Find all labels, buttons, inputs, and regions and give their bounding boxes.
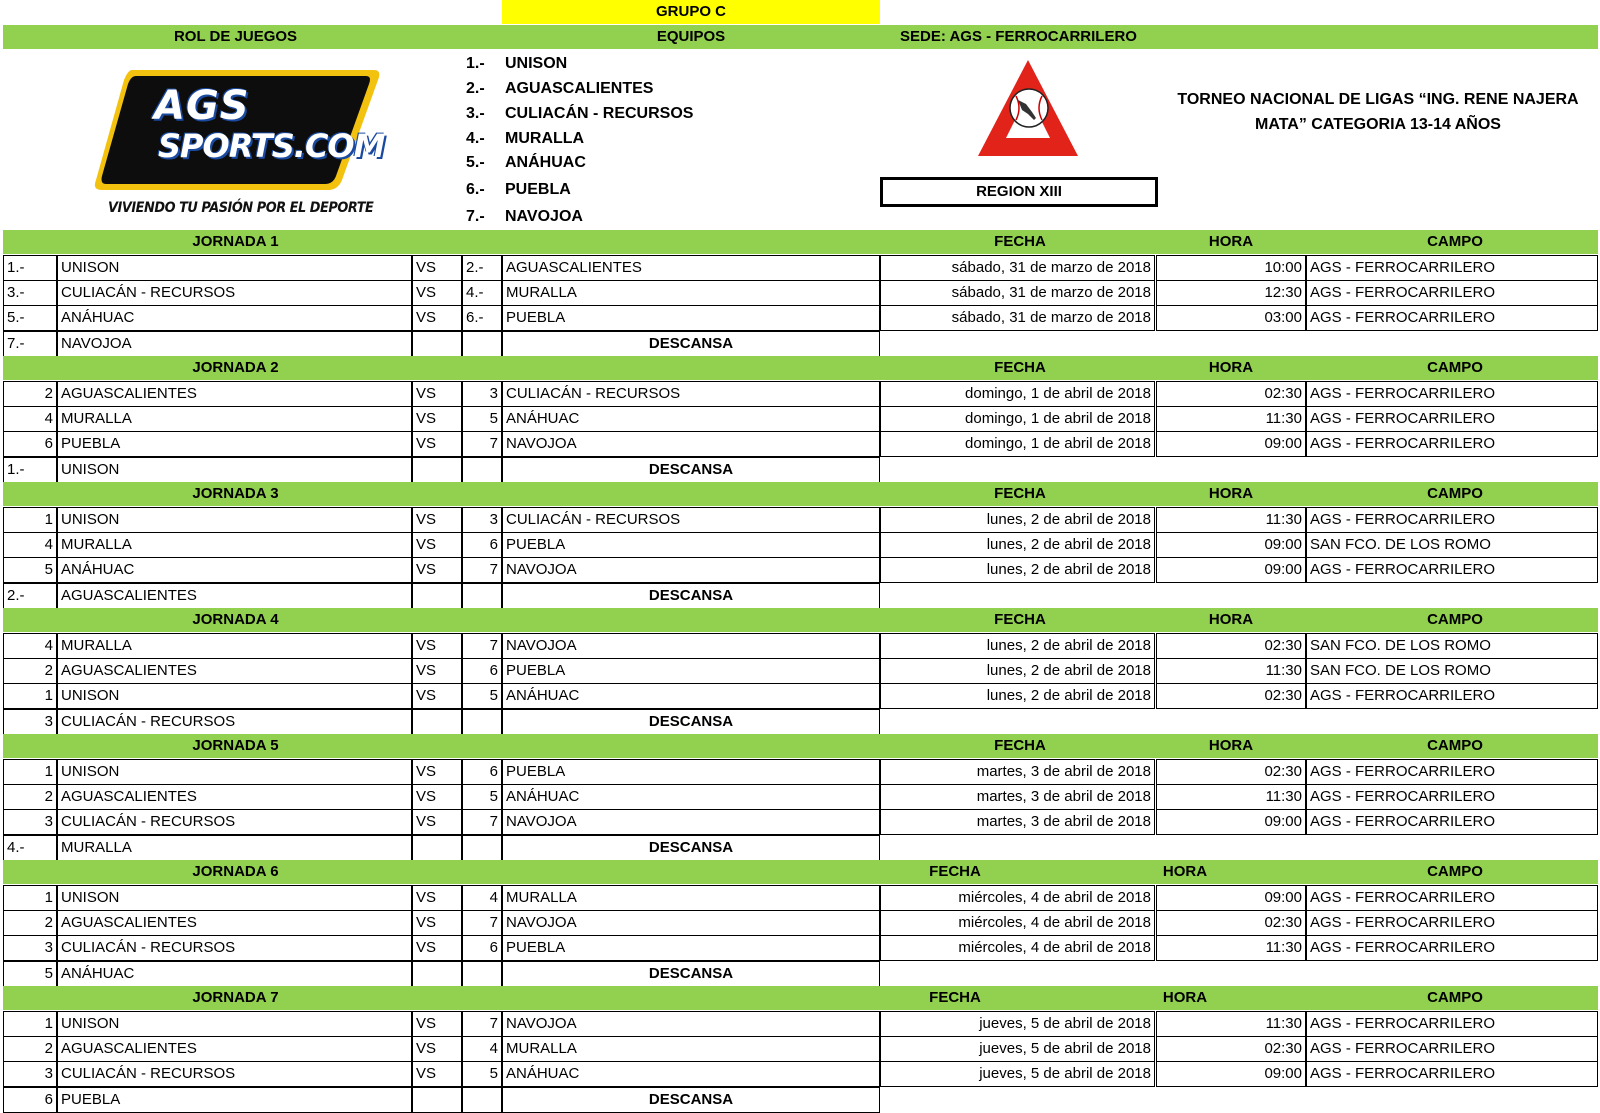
fecha-header: FECHA	[994, 737, 1046, 754]
game-time: 11:30	[1156, 935, 1306, 961]
home-team: MURALLA	[57, 406, 412, 432]
game-field: AGS - FERROCARRILERO	[1306, 759, 1598, 785]
descansa-label: DESCANSA	[502, 835, 880, 861]
away-seed: 7	[462, 557, 502, 583]
rest-empty-cell	[462, 961, 502, 987]
rest-team: UNISON	[57, 457, 412, 483]
home-seed: 2	[3, 784, 57, 810]
game-time: 11:30	[1156, 784, 1306, 810]
game-date: miércoles, 4 de abril de 2018	[880, 885, 1155, 911]
game-field: AGS - FERROCARRILERO	[1306, 683, 1598, 709]
vs-label: VS	[412, 1011, 462, 1037]
away-team: NAVOJOA	[502, 910, 880, 936]
jornada-title: JORNADA 7	[192, 989, 279, 1006]
game-time: 11:30	[1156, 406, 1306, 432]
vs-label: VS	[412, 507, 462, 533]
league-logo	[976, 58, 1080, 160]
game-date: martes, 3 de abril de 2018	[880, 784, 1155, 810]
rest-team: ANÁHUAC	[57, 961, 412, 987]
team-name: MURALLA	[505, 130, 585, 147]
game-date: lunes, 2 de abril de 2018	[880, 507, 1155, 533]
home-seed: 4	[3, 406, 57, 432]
vs-label: VS	[412, 1036, 462, 1062]
game-date: domingo, 1 de abril de 2018	[880, 381, 1155, 407]
game-field: AGS - FERROCARRILERO	[1306, 406, 1598, 432]
descansa-label: DESCANSA	[502, 457, 880, 483]
logo-line1: AGS	[154, 83, 250, 129]
vs-label: VS	[412, 532, 462, 558]
game-date: martes, 3 de abril de 2018	[880, 809, 1155, 835]
game-field: AGS - FERROCARRILERO	[1306, 809, 1598, 835]
tournament-title-2: MATA” CATEGORIA 13-14 AÑOS	[1255, 116, 1501, 133]
equipos-label: EQUIPOS	[656, 28, 726, 45]
rest-empty-cell	[412, 709, 462, 735]
fecha-header: FECHA	[994, 485, 1046, 502]
game-time: 02:30	[1156, 381, 1306, 407]
home-team: UNISON	[57, 683, 412, 709]
team-number: 2.-	[466, 80, 485, 97]
away-team: PUEBLA	[502, 935, 880, 961]
game-field: AGS - FERROCARRILERO	[1306, 431, 1598, 457]
game-field: AGS - FERROCARRILERO	[1306, 1036, 1598, 1062]
away-team: PUEBLA	[502, 532, 880, 558]
fecha-header: FECHA	[994, 359, 1046, 376]
away-seed: 5	[462, 406, 502, 432]
region-box: REGION XIII	[880, 177, 1158, 207]
game-field: AGS - FERROCARRILERO	[1306, 557, 1598, 583]
away-seed: 7	[462, 431, 502, 457]
game-date: lunes, 2 de abril de 2018	[880, 633, 1155, 659]
rest-empty-cell	[412, 1087, 462, 1113]
away-seed: 3	[462, 381, 502, 407]
league-triangle-icon	[976, 58, 1080, 160]
vs-label: VS	[412, 406, 462, 432]
team-name: CULIACÁN - RECURSOS	[505, 105, 694, 122]
vs-label: VS	[412, 633, 462, 659]
game-date: domingo, 1 de abril de 2018	[880, 406, 1155, 432]
game-time: 10:00	[1156, 255, 1306, 281]
game-date: sábado, 31 de marzo de 2018	[880, 305, 1155, 331]
hora-header: HORA	[1208, 611, 1254, 628]
team-number: 3.-	[466, 105, 485, 122]
away-seed: 5	[462, 784, 502, 810]
jornada-title: JORNADA 4	[192, 611, 279, 628]
home-team: CULIACÁN - RECURSOS	[57, 809, 412, 835]
game-field: AGS - FERROCARRILERO	[1306, 910, 1598, 936]
home-seed: 1	[3, 1011, 57, 1037]
game-date: lunes, 2 de abril de 2018	[880, 557, 1155, 583]
game-field: AGS - FERROCARRILERO	[1306, 784, 1598, 810]
game-date: sábado, 31 de marzo de 2018	[880, 255, 1155, 281]
jornada-title: JORNADA 3	[192, 485, 279, 502]
descansa-label: DESCANSA	[502, 331, 880, 357]
home-team: MURALLA	[57, 633, 412, 659]
game-date: jueves, 5 de abril de 2018	[880, 1036, 1155, 1062]
hora-header: HORA	[1208, 485, 1254, 502]
away-team: NAVOJOA	[502, 809, 880, 835]
away-seed: 7	[462, 809, 502, 835]
game-date: sábado, 31 de marzo de 2018	[880, 280, 1155, 306]
home-team: UNISON	[57, 1011, 412, 1037]
campo-header: CAMPO	[1427, 863, 1483, 880]
away-seed: 6	[462, 759, 502, 785]
group-title: GRUPO C	[502, 0, 880, 24]
away-seed: 6	[462, 935, 502, 961]
game-time: 11:30	[1156, 658, 1306, 684]
home-seed: 2	[3, 658, 57, 684]
jornada-title: JORNADA 5	[192, 737, 279, 754]
vs-label: VS	[412, 885, 462, 911]
ags-sports-logo	[92, 62, 385, 192]
campo-header: CAMPO	[1427, 359, 1483, 376]
game-time: 09:00	[1156, 1061, 1306, 1087]
home-seed: 1	[3, 885, 57, 911]
game-time: 03:00	[1156, 305, 1306, 331]
home-seed: 3	[3, 1061, 57, 1087]
game-field: AGS - FERROCARRILERO	[1306, 935, 1598, 961]
campo-header: CAMPO	[1427, 737, 1483, 754]
away-seed: 5	[462, 683, 502, 709]
vs-label: VS	[412, 255, 462, 281]
rest-seed: 5	[3, 961, 57, 987]
away-seed: 6	[462, 658, 502, 684]
home-team: UNISON	[57, 507, 412, 533]
fecha-header: FECHA	[994, 233, 1046, 250]
away-seed: 2.-	[462, 255, 502, 281]
game-date: jueves, 5 de abril de 2018	[880, 1011, 1155, 1037]
vs-label: VS	[412, 280, 462, 306]
logo-tagline: VIVIENDO TU PASIÓN POR EL DEPORTE	[108, 200, 374, 216]
game-field: AGS - FERROCARRILERO	[1306, 507, 1598, 533]
vs-label: VS	[412, 759, 462, 785]
home-seed: 3	[3, 809, 57, 835]
away-team: ANÁHUAC	[502, 683, 880, 709]
rest-empty-cell	[412, 331, 462, 357]
game-date: miércoles, 4 de abril de 2018	[880, 935, 1155, 961]
game-time: 09:00	[1156, 532, 1306, 558]
game-date: jueves, 5 de abril de 2018	[880, 1061, 1155, 1087]
team-name: NAVOJOA	[505, 208, 583, 225]
home-seed: 1	[3, 507, 57, 533]
away-seed: 7	[462, 1011, 502, 1037]
campo-header: CAMPO	[1427, 233, 1483, 250]
rest-seed: 7.-	[3, 331, 57, 357]
home-team: CULIACÁN - RECURSOS	[57, 935, 412, 961]
rest-empty-cell	[412, 961, 462, 987]
descansa-label: DESCANSA	[502, 1087, 880, 1113]
game-date: domingo, 1 de abril de 2018	[880, 431, 1155, 457]
rest-team: MURALLA	[57, 835, 412, 861]
game-time: 09:00	[1156, 885, 1306, 911]
home-seed: 1	[3, 683, 57, 709]
team-number: 1.-	[466, 55, 485, 72]
away-team: ANÁHUAC	[502, 784, 880, 810]
vs-label: VS	[412, 381, 462, 407]
home-team: ANÁHUAC	[57, 305, 412, 331]
away-team: PUEBLA	[502, 658, 880, 684]
home-seed: 3	[3, 935, 57, 961]
game-field: AGS - FERROCARRILERO	[1306, 280, 1598, 306]
away-seed: 4	[462, 1036, 502, 1062]
game-time: 12:30	[1156, 280, 1306, 306]
hora-header: HORA	[1208, 359, 1254, 376]
game-date: miércoles, 4 de abril de 2018	[880, 910, 1155, 936]
rest-team: NAVOJOA	[57, 331, 412, 357]
home-seed: 6	[3, 431, 57, 457]
rest-empty-cell	[412, 835, 462, 861]
rest-empty-cell	[462, 709, 502, 735]
home-team: AGUASCALIENTES	[57, 658, 412, 684]
team-number: 7.-	[466, 208, 485, 225]
game-time: 02:30	[1156, 633, 1306, 659]
home-seed: 1.-	[3, 255, 57, 281]
jornada-title: JORNADA 1	[192, 233, 279, 250]
rest-empty-cell	[412, 583, 462, 609]
hora-header: HORA	[1208, 233, 1254, 250]
game-date: lunes, 2 de abril de 2018	[880, 683, 1155, 709]
home-team: AGUASCALIENTES	[57, 784, 412, 810]
away-seed: 4	[462, 885, 502, 911]
home-team: UNISON	[57, 255, 412, 281]
vs-label: VS	[412, 935, 462, 961]
away-seed: 7	[462, 633, 502, 659]
home-seed: 5	[3, 557, 57, 583]
hora-header: HORA	[1162, 989, 1208, 1006]
home-seed: 3.-	[3, 280, 57, 306]
vs-label: VS	[412, 784, 462, 810]
home-seed: 2	[3, 381, 57, 407]
home-seed: 2	[3, 1036, 57, 1062]
game-field: AGS - FERROCARRILERO	[1306, 255, 1598, 281]
game-time: 11:30	[1156, 1011, 1306, 1037]
away-team: CULIACÁN - RECURSOS	[502, 381, 880, 407]
jornada-title: JORNADA 6	[192, 863, 279, 880]
home-seed: 2	[3, 910, 57, 936]
rest-empty-cell	[462, 835, 502, 861]
game-field: AGS - FERROCARRILERO	[1306, 305, 1598, 331]
game-time: 09:00	[1156, 557, 1306, 583]
descansa-label: DESCANSA	[502, 583, 880, 609]
home-team: ANÁHUAC	[57, 557, 412, 583]
away-team: ANÁHUAC	[502, 1061, 880, 1087]
team-number: 5.-	[466, 154, 485, 171]
game-field: SAN FCO. DE LOS ROMO	[1306, 532, 1598, 558]
vs-label: VS	[412, 305, 462, 331]
home-seed: 4	[3, 633, 57, 659]
game-field: AGS - FERROCARRILERO	[1306, 1061, 1598, 1087]
rest-empty-cell	[462, 583, 502, 609]
rest-empty-cell	[462, 457, 502, 483]
away-team: PUEBLA	[502, 305, 880, 331]
rest-team: CULIACÁN - RECURSOS	[57, 709, 412, 735]
vs-label: VS	[412, 557, 462, 583]
rest-empty-cell	[462, 1087, 502, 1113]
descansa-label: DESCANSA	[502, 961, 880, 987]
game-time: 02:30	[1156, 910, 1306, 936]
home-team: AGUASCALIENTES	[57, 910, 412, 936]
away-team: PUEBLA	[502, 759, 880, 785]
home-team: UNISON	[57, 759, 412, 785]
away-team: MURALLA	[502, 885, 880, 911]
vs-label: VS	[412, 1061, 462, 1087]
away-seed: 3	[462, 507, 502, 533]
game-time: 02:30	[1156, 759, 1306, 785]
home-team: AGUASCALIENTES	[57, 381, 412, 407]
vs-label: VS	[412, 809, 462, 835]
team-name: UNISON	[505, 55, 568, 72]
away-team: CULIACÁN - RECURSOS	[502, 507, 880, 533]
away-team: NAVOJOA	[502, 557, 880, 583]
fecha-header: FECHA	[994, 611, 1046, 628]
rest-seed: 6	[3, 1087, 57, 1113]
away-team: MURALLA	[502, 280, 880, 306]
game-time: 09:00	[1156, 809, 1306, 835]
campo-header: CAMPO	[1427, 989, 1483, 1006]
rest-seed: 1.-	[3, 457, 57, 483]
rest-team: AGUASCALIENTES	[57, 583, 412, 609]
hora-header: HORA	[1208, 737, 1254, 754]
home-team: AGUASCALIENTES	[57, 1036, 412, 1062]
hora-header: HORA	[1162, 863, 1208, 880]
rest-empty-cell	[462, 331, 502, 357]
away-seed: 7	[462, 910, 502, 936]
away-team: NAVOJOA	[502, 1011, 880, 1037]
game-time: 02:30	[1156, 1036, 1306, 1062]
rest-empty-cell	[412, 457, 462, 483]
away-team: MURALLA	[502, 1036, 880, 1062]
team-name: AGUASCALIENTES	[505, 80, 654, 97]
vs-label: VS	[412, 910, 462, 936]
game-field: SAN FCO. DE LOS ROMO	[1306, 658, 1598, 684]
rest-seed: 2.-	[3, 583, 57, 609]
campo-header: CAMPO	[1427, 611, 1483, 628]
logo-line2: SPORTS.COM	[158, 127, 385, 165]
fecha-header: FECHA	[929, 863, 981, 880]
home-team: MURALLA	[57, 532, 412, 558]
home-team: CULIACÁN - RECURSOS	[57, 280, 412, 306]
home-seed: 5.-	[3, 305, 57, 331]
descansa-label: DESCANSA	[502, 709, 880, 735]
rest-seed: 4.-	[3, 835, 57, 861]
game-field: SAN FCO. DE LOS ROMO	[1306, 633, 1598, 659]
away-team: NAVOJOA	[502, 431, 880, 457]
game-field: AGS - FERROCARRILERO	[1306, 885, 1598, 911]
away-team: NAVOJOA	[502, 633, 880, 659]
home-team: CULIACÁN - RECURSOS	[57, 1061, 412, 1087]
game-date: lunes, 2 de abril de 2018	[880, 532, 1155, 558]
home-seed: 4	[3, 532, 57, 558]
away-seed: 5	[462, 1061, 502, 1087]
jornada-title: JORNADA 2	[192, 359, 279, 376]
vs-label: VS	[412, 658, 462, 684]
game-time: 09:00	[1156, 431, 1306, 457]
vs-label: VS	[412, 683, 462, 709]
game-date: martes, 3 de abril de 2018	[880, 759, 1155, 785]
game-date: lunes, 2 de abril de 2018	[880, 658, 1155, 684]
rest-seed: 3	[3, 709, 57, 735]
game-field: AGS - FERROCARRILERO	[1306, 381, 1598, 407]
away-seed: 6.-	[462, 305, 502, 331]
team-name: ANÁHUAC	[505, 154, 586, 171]
team-number: 4.-	[466, 130, 485, 147]
home-seed: 1	[3, 759, 57, 785]
sede-label: SEDE: AGS - FERROCARRILERO	[900, 28, 1137, 45]
vs-label: VS	[412, 431, 462, 457]
game-field: AGS - FERROCARRILERO	[1306, 1011, 1598, 1037]
rol-label: ROL DE JUEGOS	[173, 28, 298, 45]
fecha-header: FECHA	[929, 989, 981, 1006]
away-team: AGUASCALIENTES	[502, 255, 880, 281]
campo-header: CAMPO	[1427, 485, 1483, 502]
home-team: UNISON	[57, 885, 412, 911]
away-seed: 6	[462, 532, 502, 558]
game-time: 11:30	[1156, 507, 1306, 533]
rest-team: PUEBLA	[57, 1087, 412, 1113]
team-number: 6.-	[466, 181, 485, 198]
away-team: ANÁHUAC	[502, 406, 880, 432]
home-team: PUEBLA	[57, 431, 412, 457]
game-time: 02:30	[1156, 683, 1306, 709]
team-name: PUEBLA	[505, 181, 571, 198]
tournament-title-1: TORNEO NACIONAL DE LIGAS “ING. RENE NAJERA	[1177, 91, 1579, 108]
away-seed: 4.-	[462, 280, 502, 306]
